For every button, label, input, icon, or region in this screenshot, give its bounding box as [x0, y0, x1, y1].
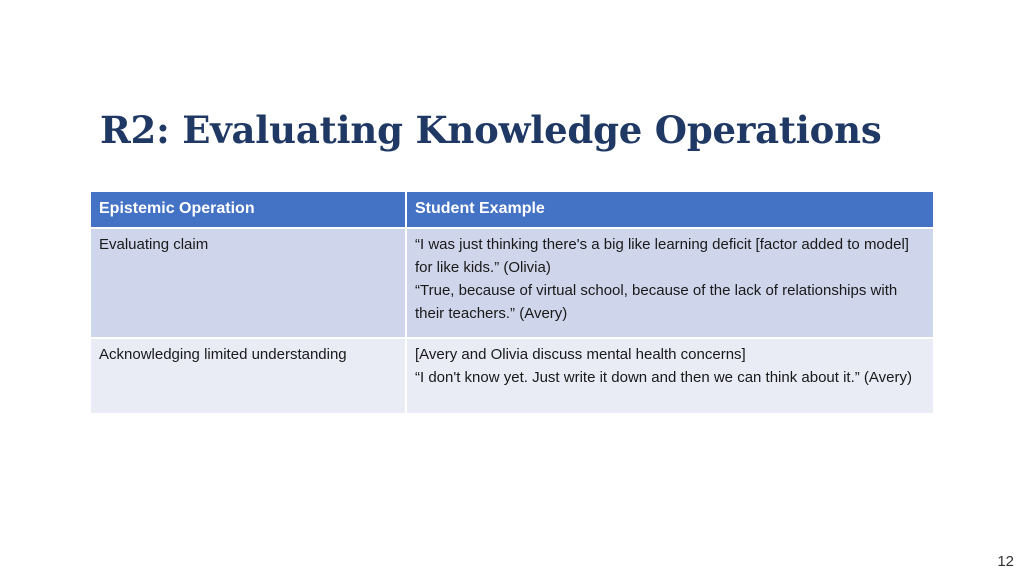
example-cell — [406, 338, 933, 413]
operation-cell: Acknowledging limited understanding — [91, 338, 406, 413]
slide-number: 12 — [997, 553, 1014, 570]
table-header-row — [91, 192, 933, 228]
header-student-example: Student Example — [406, 192, 933, 228]
table-row — [91, 338, 933, 413]
example-cell — [406, 228, 933, 338]
example-quote: “I don't know yet. Just write it down and then we can think about it.” (Avery) — [415, 369, 912, 386]
example-context: [Avery and Olivia discuss mental health concerns] — [415, 346, 746, 363]
operation-cell: Evaluating claim — [91, 228, 406, 338]
table-row — [91, 228, 933, 338]
example-quote: “I was just thinking there's a big like learning deficit [factor added to model] for like kids.” (Olivia) — [415, 236, 909, 276]
operations-table — [91, 192, 933, 413]
slide-title: R2: Evaluating Knowledge Operations — [100, 108, 882, 152]
example-quote: “True, because of virtual school, because of the lack of relationships with their teachers.” (Avery) — [415, 282, 898, 322]
header-epistemic-operation: Epistemic Operation — [91, 192, 406, 228]
